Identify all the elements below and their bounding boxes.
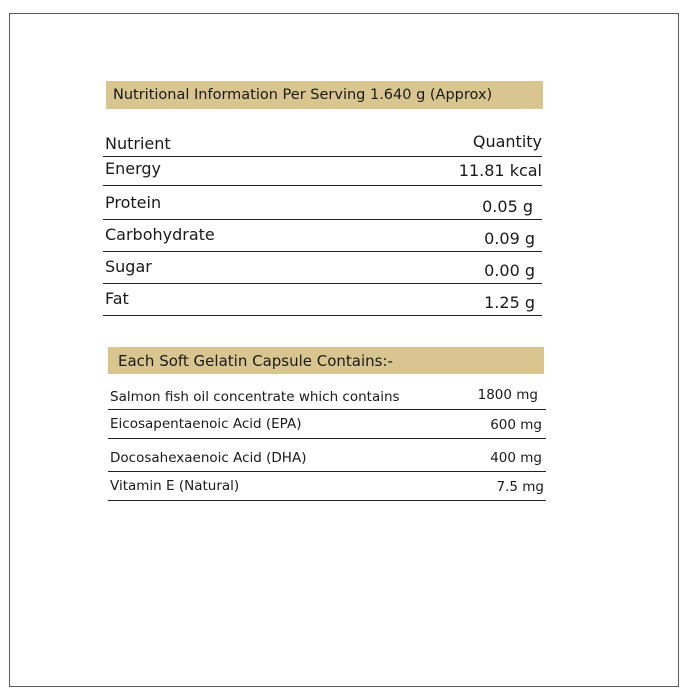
ingredient-name: Eicosapentaenoic Acid (EPA) xyxy=(110,416,302,432)
nutrition-heading xyxy=(106,81,543,109)
nutrient-name: Sugar xyxy=(105,257,152,276)
ingredient-amount: 1800 mg xyxy=(477,387,538,403)
nutrient-name: Energy xyxy=(105,159,162,178)
table-row xyxy=(103,252,542,284)
nutrient-name: Carbohydrate xyxy=(105,225,215,244)
table-row xyxy=(108,472,546,501)
table-row xyxy=(108,439,546,472)
ingredient-amount: 7.5 mg xyxy=(496,479,544,495)
nutrition-header-row xyxy=(103,131,542,157)
table-row xyxy=(103,220,542,252)
capsule-heading-text: Each Soft Gelatin Capsule Contains:- xyxy=(118,351,393,370)
nutrient-name: Protein xyxy=(105,193,162,212)
ingredient-name: Salmon fish oil concentrate which contains xyxy=(110,389,400,405)
capsule-heading xyxy=(108,347,544,374)
ingredient-amount: 600 mg xyxy=(490,417,542,433)
ingredient-amount: 400 mg xyxy=(490,450,542,466)
ingredient-name: Vitamin E (Natural) xyxy=(110,478,240,494)
nutrient-quantity: 11.81 kcal xyxy=(458,161,542,180)
table-row xyxy=(108,384,546,410)
nutrient-column-header: Nutrient xyxy=(105,134,171,153)
ingredient-name: Docosahexaenoic Acid (DHA) xyxy=(110,450,307,466)
table-row xyxy=(108,410,546,439)
nutrient-name: Fat xyxy=(105,289,129,308)
quantity-column-header: Quantity xyxy=(472,132,542,151)
nutrient-quantity: 0.09 g xyxy=(484,229,535,248)
nutrient-quantity: 0.00 g xyxy=(484,261,535,280)
nutrition-heading-text: Nutritional Information Per Serving 1.640 g (Approx) xyxy=(113,87,493,103)
table-row xyxy=(103,157,542,186)
nutrient-quantity: 1.25 g xyxy=(484,293,535,312)
table-row xyxy=(103,186,542,220)
table-row xyxy=(103,284,542,316)
nutrient-quantity: 0.05 g xyxy=(482,197,533,216)
